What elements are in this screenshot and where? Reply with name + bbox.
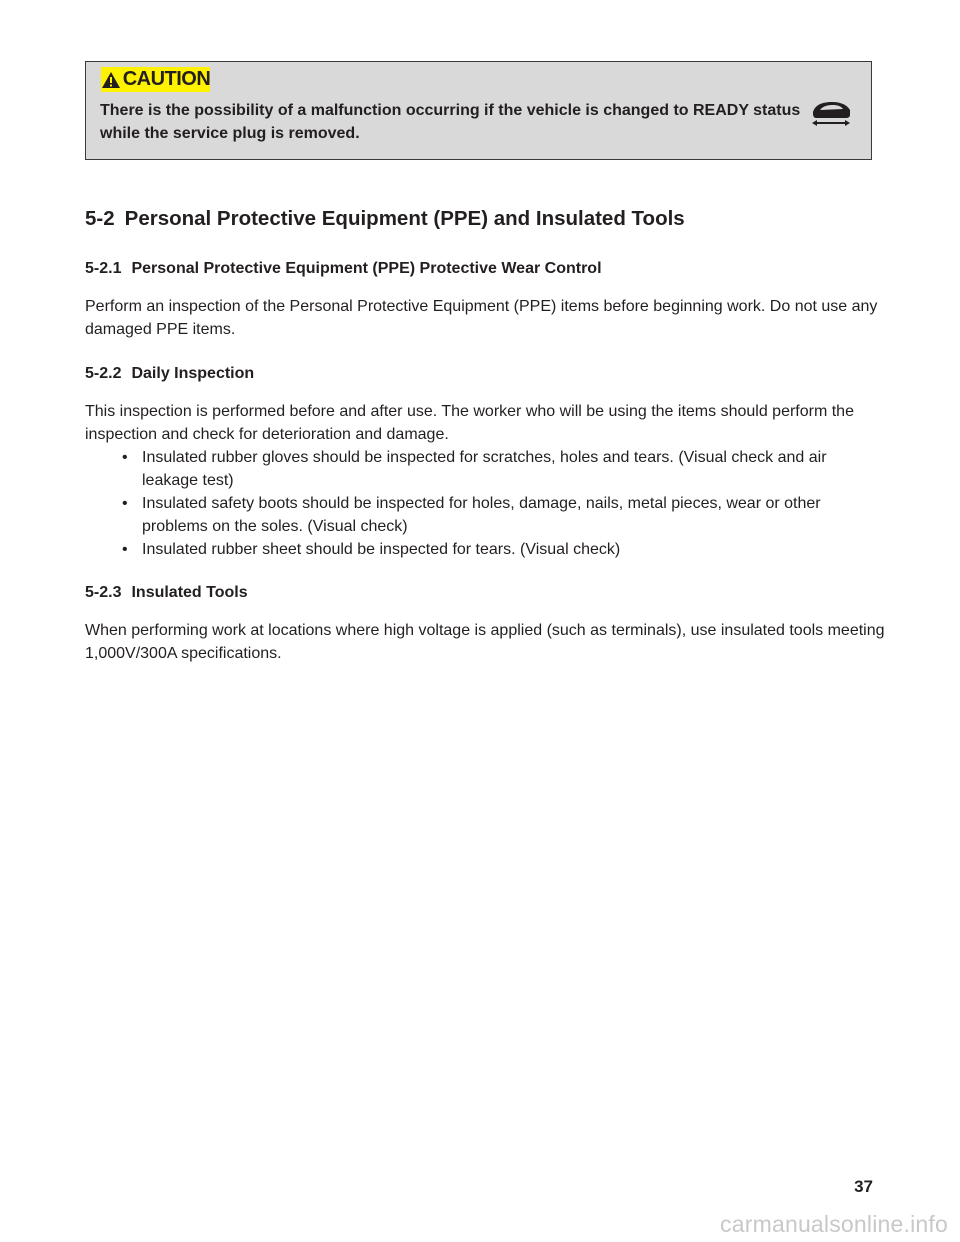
list-item: • Insulated safety boots should be inspected for holes, damage, nails, metal pieces, wear or other problems on the soles. (Visual check) [85, 492, 875, 538]
subsection-number: 5-2.1 [85, 260, 122, 277]
daily-inspection-paragraph: This inspection is performed before and after use. The worker who will be using the items should perform the inspection and check for deterioration and damage. [85, 403, 854, 443]
section-heading [85, 207, 685, 231]
subsection-number: 5-2.2 [85, 365, 122, 382]
list-item: • Insulated rubber gloves should be inspected for scratches, holes and tears. (Visual check and air leakage test) [85, 446, 875, 492]
subsection-title: Personal Protective Equipment (PPE) Protective Wear Control [131, 260, 602, 277]
watermark: carmanualsonline.info [720, 1211, 948, 1237]
inspection-bullet-list [85, 446, 875, 561]
bullet-icon: • [122, 449, 128, 466]
subsection-heading-1 [85, 260, 602, 278]
page-number: 37 [854, 1177, 873, 1196]
caution-label-text: CAUTION [122, 68, 211, 90]
warning-triangle-icon [101, 71, 121, 89]
subsection-title: Insulated Tools [131, 584, 248, 601]
subsection-number: 5-2.3 [85, 584, 122, 601]
ppe-control-paragraph: Perform an inspection of the Personal Protective Equipment (PPE) items before beginning work. Do not use any damaged PPE items. [85, 298, 878, 338]
subsection-heading-3 [85, 584, 248, 602]
bullet-icon: • [122, 495, 128, 512]
section-number: 5-2 [85, 207, 115, 230]
caution-box [85, 61, 872, 160]
caution-text: There is the possibility of a malfunction occurring if the vehicle is changed to READY status while the service plug is removed. [100, 102, 801, 142]
ev-vehicle-icon [810, 98, 852, 133]
caution-label [101, 67, 210, 92]
subsection-title: Daily Inspection [131, 365, 255, 382]
bullet-icon: • [122, 541, 128, 558]
section-title: Personal Protective Equipment (PPE) and Insulated Tools [124, 207, 685, 230]
insulated-tools-paragraph: When performing work at locations where high voltage is applied (such as terminals), use insulated tools meeting 1,000V/300A specifications. [85, 622, 885, 662]
list-item: • Insulated rubber sheet should be inspected for tears. (Visual check) [85, 538, 875, 561]
subsection-heading-2 [85, 365, 254, 383]
